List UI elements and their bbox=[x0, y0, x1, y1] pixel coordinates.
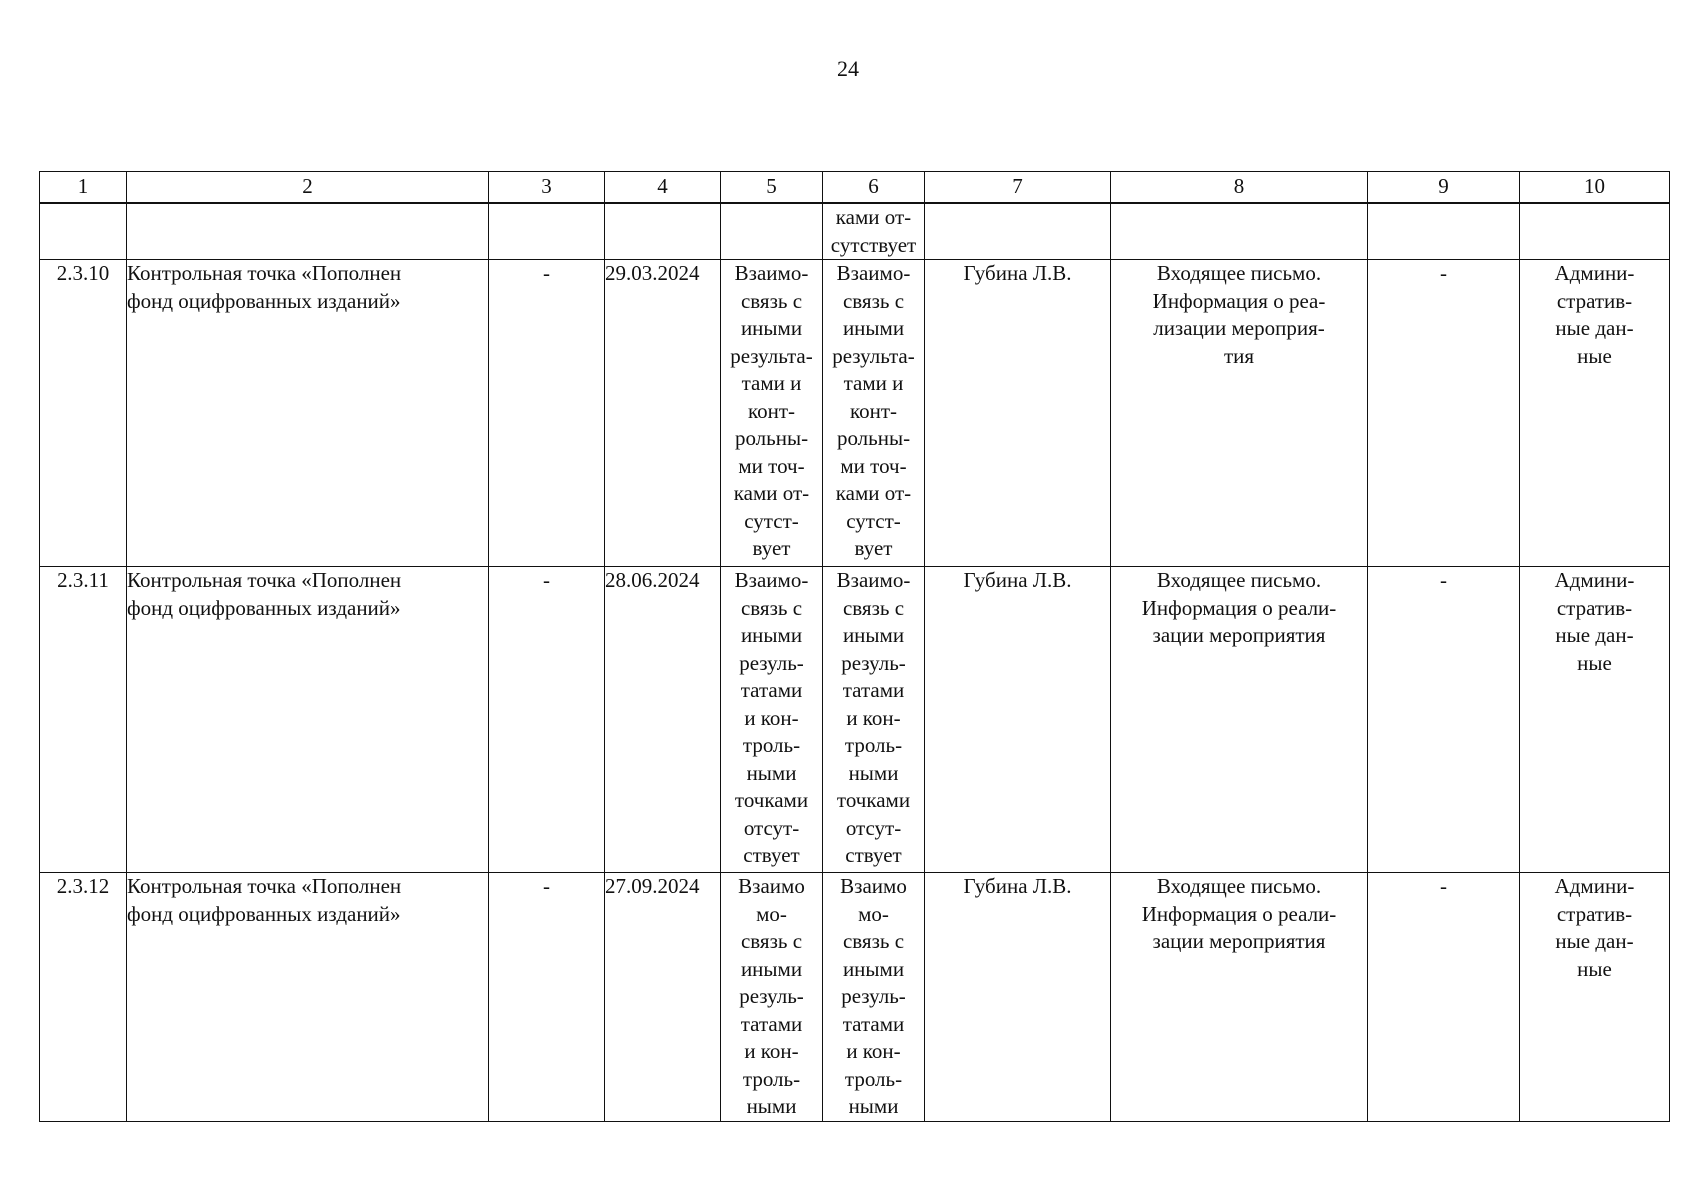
col5-line: связь с bbox=[740, 595, 803, 620]
col5-line: связь с bbox=[740, 288, 803, 313]
name-line: Контрольная точка «Пополнен bbox=[127, 261, 402, 285]
cont-cell-9 bbox=[1368, 203, 1520, 260]
source-line: стратив- bbox=[1556, 595, 1633, 620]
header-cell-4: 4 bbox=[605, 172, 721, 204]
col6-line: Взаимо bbox=[840, 874, 907, 898]
source-line: ные дан- bbox=[1555, 623, 1634, 647]
document-line: Входящее письмо. bbox=[1156, 568, 1322, 592]
name-line: Контрольная точка «Пополнен bbox=[127, 568, 402, 592]
col5-line: ми точ- bbox=[738, 453, 805, 478]
col5-line: троль- bbox=[742, 1066, 801, 1091]
col5-line: резуль- bbox=[739, 650, 804, 675]
col9-value: - bbox=[1440, 874, 1447, 898]
col5-line: сутст- bbox=[744, 508, 799, 533]
col6-line: рольны- bbox=[836, 426, 911, 450]
col5-line: Взаимо- bbox=[734, 261, 809, 285]
responsible-name: Губина Л.В. bbox=[963, 568, 1072, 592]
cont-line: ками от- bbox=[835, 205, 912, 229]
document-cell bbox=[1111, 873, 1368, 1122]
document-line: Информация о реали- bbox=[1141, 595, 1337, 620]
col6-line: конт- bbox=[849, 398, 898, 423]
col5-line: отсут- bbox=[743, 815, 800, 840]
col5-line: татами bbox=[740, 1011, 803, 1036]
col9-value: - bbox=[1440, 568, 1447, 592]
col5-line: троль- bbox=[742, 733, 801, 757]
date-value: 29.03.2024 bbox=[605, 261, 700, 285]
document-line: Входящее письмо. bbox=[1156, 874, 1322, 898]
source-line: Админи- bbox=[1554, 568, 1635, 592]
header-cell-10: 10 bbox=[1520, 172, 1670, 204]
col5-line: точками bbox=[734, 788, 809, 812]
plan-table bbox=[39, 171, 1670, 1122]
table-row bbox=[40, 260, 1670, 567]
col5-cell bbox=[721, 873, 823, 1122]
code-cell bbox=[40, 260, 127, 567]
page-number: 24 bbox=[837, 56, 859, 81]
source-line: ные bbox=[1577, 956, 1612, 981]
col9-cell bbox=[1368, 567, 1520, 873]
col5-line: и кон- bbox=[744, 1039, 799, 1063]
col5-line: ками от- bbox=[733, 481, 810, 505]
col6-line: тами и bbox=[843, 371, 904, 395]
document-line: зации мероприятия bbox=[1152, 929, 1326, 953]
source-line: ные bbox=[1577, 343, 1612, 368]
col6-line: мо- bbox=[858, 901, 889, 926]
col5-line: конт- bbox=[747, 398, 796, 423]
col5-line: иными bbox=[740, 316, 803, 340]
col5-line: Взаимо bbox=[738, 874, 805, 898]
document-line: зации мероприятия bbox=[1152, 623, 1326, 647]
col6-line: связь с bbox=[842, 929, 905, 953]
header-cell-5: 5 bbox=[721, 172, 823, 204]
col6-cell bbox=[823, 567, 925, 873]
col5-line: результа- bbox=[730, 343, 813, 368]
col6-line: ми точ- bbox=[840, 453, 907, 478]
document-line: лизации мероприя- bbox=[1153, 316, 1325, 340]
col6-line: точками bbox=[836, 788, 911, 812]
col9-cell bbox=[1368, 260, 1520, 567]
cont-cell-3 bbox=[489, 203, 605, 260]
source-line: ные дан- bbox=[1555, 929, 1634, 953]
row-code: 2.3.12 bbox=[56, 874, 110, 898]
cont-cell-1 bbox=[40, 203, 127, 260]
cont-cell-5 bbox=[721, 203, 823, 260]
col5-line: и кон- bbox=[744, 705, 799, 730]
table-row bbox=[40, 873, 1670, 1122]
col6-cell bbox=[823, 260, 925, 567]
col5-line: ными bbox=[746, 1094, 797, 1118]
col5-line: резуль- bbox=[739, 984, 804, 1008]
table-row bbox=[40, 567, 1670, 873]
cont-cell-7 bbox=[925, 203, 1111, 260]
col6-line: резуль- bbox=[841, 984, 906, 1008]
responsible-name: Губина Л.В. bbox=[963, 874, 1072, 898]
name-line: фонд оцифрованных изданий» bbox=[127, 288, 401, 313]
col6-line: и кон- bbox=[846, 705, 901, 730]
table-body bbox=[40, 260, 1670, 1122]
col5-cell bbox=[721, 260, 823, 567]
cont-cell-4 bbox=[605, 203, 721, 260]
col6-line: связь с bbox=[842, 288, 905, 313]
date-cell bbox=[605, 260, 721, 567]
col5-line: ными bbox=[746, 760, 797, 785]
col5-line: рольны- bbox=[734, 426, 809, 450]
continuation-row bbox=[40, 203, 1670, 260]
cont-line: сутствует bbox=[830, 232, 917, 257]
col6-line: татами bbox=[842, 1011, 905, 1036]
col5-line: татами bbox=[740, 678, 803, 702]
source-line: Админи- bbox=[1554, 874, 1635, 898]
header-row bbox=[40, 172, 1670, 204]
source-line: ные дан- bbox=[1555, 316, 1634, 340]
header-cell-7: 7 bbox=[925, 172, 1111, 204]
col5-line: мо- bbox=[756, 901, 787, 926]
document-line: Информация о реали- bbox=[1141, 901, 1337, 926]
col5-line: вует bbox=[752, 536, 791, 560]
col5-line: иными bbox=[740, 623, 803, 647]
col5-cell bbox=[721, 567, 823, 873]
col6-cell bbox=[823, 873, 925, 1122]
col5-line: связь с bbox=[740, 929, 803, 953]
col5-line: иными bbox=[740, 956, 803, 981]
col5-line: Взаимо- bbox=[734, 568, 809, 592]
col5-line: ствует bbox=[743, 843, 800, 867]
responsible-name: Губина Л.В. bbox=[963, 261, 1072, 285]
header-cell-3: 3 bbox=[489, 172, 605, 204]
col3-value: - bbox=[543, 874, 550, 898]
col3-cell bbox=[489, 873, 605, 1122]
date-value: 27.09.2024 bbox=[605, 874, 700, 898]
col6-line: татами bbox=[842, 678, 905, 702]
document-line: тия bbox=[1223, 343, 1255, 368]
row-code: 2.3.11 bbox=[57, 568, 109, 592]
document-line: Входящее письмо. bbox=[1156, 261, 1322, 285]
col9-cell bbox=[1368, 873, 1520, 1122]
cont-cell-8 bbox=[1111, 203, 1368, 260]
source-line: Админи- bbox=[1554, 261, 1635, 285]
col3-value: - bbox=[543, 261, 550, 285]
header-cell-6: 6 bbox=[823, 172, 925, 204]
row-code: 2.3.10 bbox=[56, 261, 110, 285]
name-cell bbox=[127, 260, 489, 567]
col6-line: сутст- bbox=[846, 508, 901, 533]
document-cell bbox=[1111, 567, 1368, 873]
header-cell-8: 8 bbox=[1111, 172, 1368, 204]
col6-line: Взаимо- bbox=[836, 261, 911, 285]
cont-cell-6 bbox=[823, 203, 925, 260]
col6-line: результа- bbox=[832, 343, 915, 368]
col6-line: и кон- bbox=[846, 1039, 901, 1063]
source-cell bbox=[1520, 873, 1670, 1122]
col6-line: троль- bbox=[844, 733, 903, 757]
date-value: 28.06.2024 bbox=[605, 568, 700, 592]
col6-line: ными bbox=[848, 1094, 899, 1118]
col9-value: - bbox=[1440, 261, 1447, 285]
col6-line: ками от- bbox=[835, 481, 912, 505]
responsible-cell bbox=[925, 873, 1111, 1122]
col6-line: троль- bbox=[844, 1066, 903, 1091]
col3-cell bbox=[489, 260, 605, 567]
source-line: ные bbox=[1577, 650, 1612, 675]
name-cell bbox=[127, 873, 489, 1122]
code-cell bbox=[40, 567, 127, 873]
code-cell bbox=[40, 873, 127, 1122]
col6-line: ствует bbox=[845, 843, 902, 867]
col6-line: иными bbox=[842, 623, 905, 647]
source-line: стратив- bbox=[1556, 901, 1633, 926]
col6-line: вует bbox=[854, 536, 893, 560]
name-line: фонд оцифрованных изданий» bbox=[127, 595, 401, 620]
date-cell bbox=[605, 873, 721, 1122]
col6-line: иными bbox=[842, 956, 905, 981]
date-cell bbox=[605, 567, 721, 873]
document-line: Информация о реа- bbox=[1152, 288, 1326, 313]
source-cell bbox=[1520, 260, 1670, 567]
responsible-cell bbox=[925, 260, 1111, 567]
name-cell bbox=[127, 567, 489, 873]
header-cell-2: 2 bbox=[127, 172, 489, 204]
col6-line: Взаимо- bbox=[836, 568, 911, 592]
source-cell bbox=[1520, 567, 1670, 873]
col6-line: отсут- bbox=[845, 815, 902, 840]
cont-cell-10 bbox=[1520, 203, 1670, 260]
document-cell bbox=[1111, 260, 1368, 567]
col6-line: резуль- bbox=[841, 650, 906, 675]
col3-value: - bbox=[543, 568, 550, 592]
col6-line: связь с bbox=[842, 595, 905, 620]
col6-line: иными bbox=[842, 316, 905, 340]
col6-line: ными bbox=[848, 760, 899, 785]
cont-cell-2 bbox=[127, 203, 489, 260]
responsible-cell bbox=[925, 567, 1111, 873]
header-cell-1: 1 bbox=[40, 172, 127, 204]
header-cell-9: 9 bbox=[1368, 172, 1520, 204]
col3-cell bbox=[489, 567, 605, 873]
col5-line: тами и bbox=[741, 371, 802, 395]
name-line: Контрольная точка «Пополнен bbox=[127, 874, 402, 898]
source-line: стратив- bbox=[1556, 288, 1633, 313]
name-line: фонд оцифрованных изданий» bbox=[127, 901, 401, 926]
